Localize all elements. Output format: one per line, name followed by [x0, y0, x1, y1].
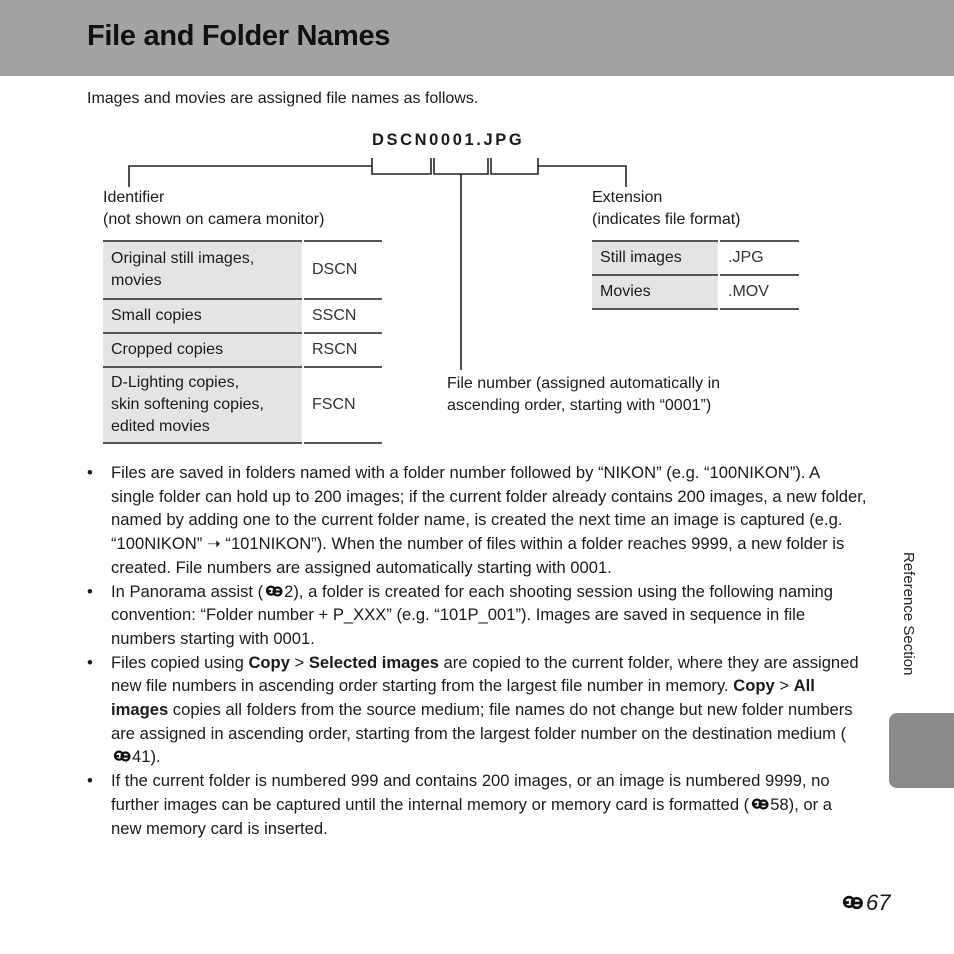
table-row — [103, 367, 382, 443]
notes-list — [87, 461, 867, 840]
identifier-label-line2: (not shown on camera monitor) — [103, 211, 325, 228]
file-number-label — [447, 373, 720, 417]
identifier-name-cell — [103, 367, 303, 443]
menu-separator: > — [289, 652, 309, 672]
identifier-value-cell: SSCN — [303, 299, 382, 333]
identifier-label — [103, 187, 324, 231]
page-number-text: 67 — [866, 890, 891, 915]
side-tab-label: Reference Section — [900, 552, 917, 676]
extension-label — [592, 187, 741, 231]
table-row — [103, 333, 382, 367]
cell-text: movies — [111, 272, 162, 289]
bullet-text: ). — [150, 747, 161, 767]
bullet-text: If the current folder is numbered 999 and contains 200 images, or an image is numbered 9999, no further images can be captured until the internal memory or memory card is formatted ( — [111, 771, 830, 814]
table-row — [592, 275, 799, 309]
identifier-value-cell: DSCN — [303, 241, 382, 299]
reference-section-icon — [264, 584, 283, 599]
table-row — [592, 241, 799, 275]
list-item — [87, 580, 867, 651]
extension-name-cell: Still images — [592, 241, 719, 275]
extension-value-cell: .MOV — [719, 275, 799, 309]
extension-name-cell: Movies — [592, 275, 719, 309]
bullet-text: copies all folders from the source medium; file names do not change but new folder numbers are assigned in ascending order, starting from the largest folder number on the destination medium ( — [111, 700, 853, 743]
table-row — [103, 299, 382, 333]
extension-value-cell: .JPG — [719, 241, 799, 275]
reference-section-icon — [750, 797, 769, 812]
list-item — [87, 651, 867, 770]
bullet-dot: • — [87, 652, 93, 672]
bullet-text: ), or a new memory card is inserted. — [111, 794, 833, 838]
bullet-dot: • — [87, 581, 93, 601]
page-ref: 58 — [770, 794, 789, 814]
bullet-text: Files are saved in folders named with a folder number followed by “NIKON” (e.g. “100NIKON”). A single folder can hold up to 200 images; if the current folder already contains 200 images, a new folder, named by adding one to the current folder name, is created the next time an image is captured (e.g. “100NIKON” ➝ “101NIKON”). When the number of files within a folder reaches 9999, a new folder is created. File numbers are assigned automatically starting with 0001. — [111, 463, 867, 577]
file-number-label-line2: ascending order, starting with “0001”) — [447, 397, 712, 414]
menu-copy: Copy — [248, 652, 290, 672]
bullet-text: ), a folder is created for each shooting session using the following naming convention: “Folder number + P_XXX” (e.g. “101P_001”). Images are saved in sequence in file numbers starting with 0001. — [111, 581, 834, 648]
side-tab — [889, 713, 954, 788]
extension-label-line1: Extension — [592, 189, 663, 206]
cell-text: skin softening copies, — [111, 396, 264, 413]
menu-selected-images: Selected images — [308, 652, 439, 672]
extension-table — [592, 240, 799, 310]
cell-text: Original still images, — [111, 250, 255, 267]
page-number — [840, 890, 890, 916]
extension-label-line2: (indicates file format) — [592, 211, 741, 228]
identifier-table — [103, 240, 382, 444]
page-title: File and Folder Names — [87, 20, 391, 52]
file-number-label-line1: File number (assigned automatically in — [447, 375, 721, 392]
bullet-text: Files copied using — [111, 652, 249, 672]
menu-separator: > — [774, 676, 794, 696]
intro-text: Images and movies are assigned file names as follows. — [87, 90, 479, 107]
bullet-text: In Panorama assist ( — [111, 581, 264, 601]
bullet-dot: • — [87, 463, 93, 482]
example-filename: DSCN0001.JPG — [372, 131, 525, 149]
page-ref: 2 — [284, 581, 294, 601]
bullet-dot: • — [87, 771, 93, 791]
bullet-text: are copied to the current folder, where they are assigned new file numbers in ascending order starting from the largest file number in memory. — [111, 652, 859, 696]
list-item — [87, 461, 867, 580]
identifier-value-cell: RSCN — [303, 333, 382, 367]
list-item — [87, 769, 867, 840]
table-row — [103, 241, 382, 299]
identifier-name-cell — [103, 241, 303, 299]
identifier-name-cell: Cropped copies — [103, 333, 303, 367]
reference-section-icon — [112, 749, 131, 764]
identifier-name-cell: Small copies — [103, 299, 303, 333]
cell-text: edited movies — [111, 418, 210, 435]
cell-text: D-Lighting copies, — [111, 374, 240, 391]
menu-copy: Copy — [733, 676, 775, 696]
menu-all-images: All images — [111, 676, 815, 720]
reference-section-icon — [840, 894, 864, 912]
identifier-label-line1: Identifier — [103, 189, 165, 206]
identifier-value-cell: FSCN — [303, 367, 382, 443]
page-ref: 41 — [132, 747, 151, 767]
